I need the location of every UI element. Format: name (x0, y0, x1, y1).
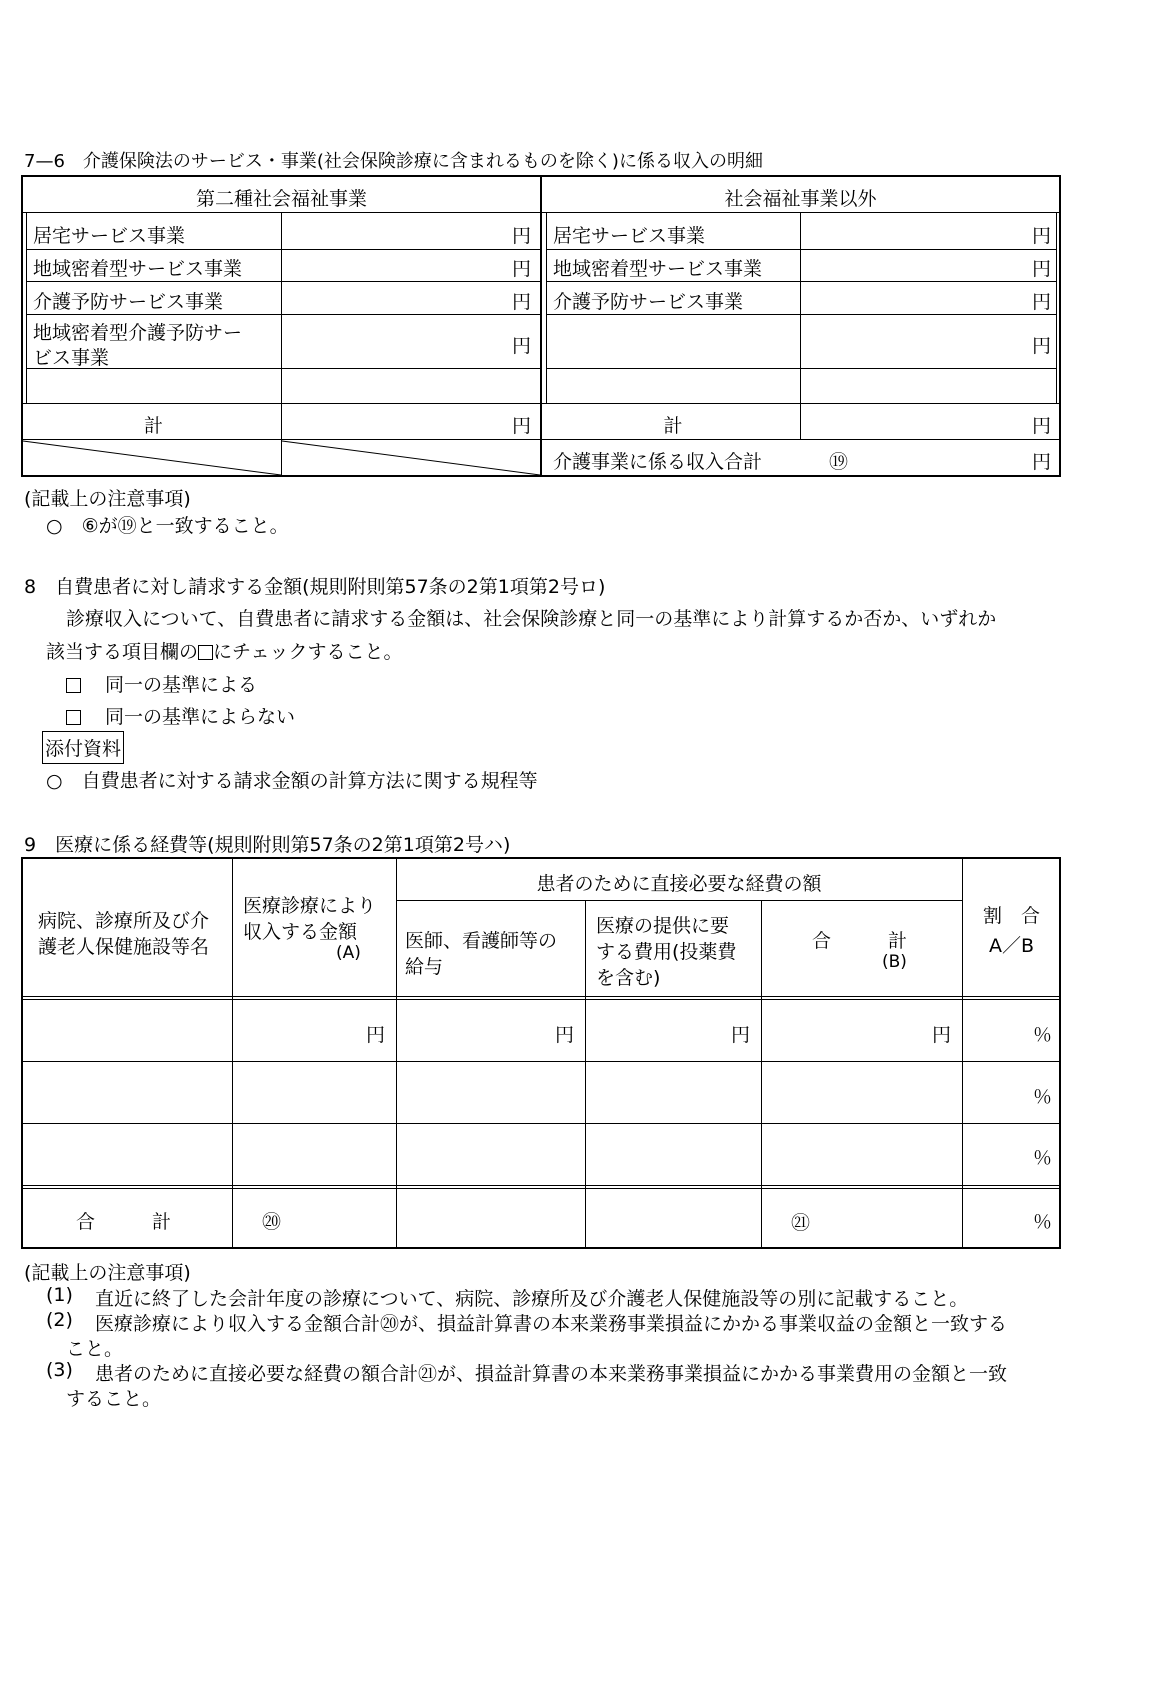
col-staff-salary: 医師、看護師等の (405, 930, 558, 952)
left-row-label: 地域密着型サービス事業 (33, 258, 243, 280)
note-2-cont: こと。 (66, 1338, 124, 1360)
yen-unit: 円 (1032, 291, 1052, 313)
note-3-cont: すること。 (66, 1388, 162, 1410)
right-row-label: 介護予防サービス事業 (553, 291, 744, 313)
yen-unit: 円 (512, 415, 532, 437)
right-row-label: 地域密着型サービス事業 (553, 258, 763, 280)
total-mark-b: ㉑ (791, 1212, 811, 1234)
section-8-title: 8 自費患者に対し請求する金額(規則附則第57条の2第1項第2号ロ) (24, 576, 606, 598)
notes-heading: (記載上の注意事項) (24, 488, 191, 510)
yen-unit: 円 (1032, 258, 1052, 280)
notes-heading: (記載上の注意事項) (24, 1262, 191, 1284)
total-mark-a: ⑳ (262, 1211, 282, 1233)
col-care-cost-2: する費用(投薬費 (596, 941, 737, 963)
percent-unit: ％ (1033, 1147, 1053, 1169)
col-staff-salary-2: 給与 (405, 956, 444, 978)
col-total-b: 合 計 (812, 930, 908, 952)
blank-diagonal-cells (21, 439, 541, 477)
right-row-label: 居宅サービス事業 (553, 225, 706, 247)
yen-unit: 円 (1032, 335, 1052, 357)
yen-unit: 円 (1032, 451, 1052, 473)
col-care-cost: 医療の提供に要 (596, 915, 730, 937)
left-header: 第二種社会福祉事業 (195, 188, 367, 210)
percent-unit: ％ (1033, 1086, 1053, 1108)
left-row-label: 居宅サービス事業 (33, 225, 186, 247)
option-different-standard[interactable]: 同一の基準によらない (66, 702, 295, 729)
section-8-paragraph-2: 該当する項目欄の にチェックすること。 (46, 641, 403, 663)
left-row-label: 地域密着型介護予防サー (33, 322, 243, 344)
col-facility-name: 病院、診療所及び介 (38, 910, 210, 932)
yen-unit: 円 (512, 335, 532, 357)
right-header: 社会福祉事業以外 (724, 188, 877, 210)
table-divider (540, 175, 542, 477)
note-1-number: (1) (46, 1284, 73, 1306)
percent-unit: ％ (1033, 1024, 1053, 1046)
note-2: 医療診療により収入する金額合計⑳が、損益計算書の本来業務事業損益にかかる事業収益の金額と一致する (95, 1313, 1008, 1335)
note-1: 直近に終了した会計年度の診療について、病院、診療所及び介護老人保健施設等の別に記載すること。 (95, 1288, 969, 1310)
col-total-b-2: (B) (882, 952, 907, 972)
yen-unit: 円 (1032, 225, 1052, 247)
left-row-label: 介護予防サービス事業 (33, 291, 224, 313)
note-item: ○ ⑥が⑲と一致すること。 (46, 515, 289, 537)
yen-unit: 円 (512, 258, 532, 280)
col-ratio-2: A／B (988, 935, 1035, 957)
checkbox-icon (198, 645, 213, 660)
col-facility-name-2: 護老人保健施設等名 (38, 936, 210, 958)
note-2-number: (2) (46, 1309, 73, 1331)
checkbox-different-standard[interactable] (66, 710, 81, 725)
left-row-label: ビス事業 (33, 347, 110, 369)
yen-unit: 円 (1032, 415, 1052, 437)
attachment-item: ○ 自費患者に対する請求金額の計算方法に関する規程等 (46, 770, 538, 792)
yen-unit: 円 (731, 1024, 751, 1046)
col-group-direct-expenses: 患者のために直接必要な経費の額 (536, 873, 822, 895)
total-row-label: 合 計 (76, 1211, 172, 1233)
yen-unit: 円 (555, 1024, 575, 1046)
note-3-number: (3) (46, 1359, 73, 1381)
section-8-paragraph: 診療収入について、自費患者に請求する金額は、社会保険診療と同一の基準により計算するか否か、いずれか (66, 608, 997, 630)
section-7-6-title: 7—6 介護保険法のサービス・事業(社会保険診療に含まれるものを除く)に係る収入の明細 (24, 151, 763, 172)
yen-unit: 円 (932, 1024, 952, 1046)
option-same-standard[interactable]: 同一の基準による (66, 670, 257, 697)
col-medical-income-2: 収入する金額 (243, 921, 358, 943)
percent-unit: ％ (1033, 1211, 1053, 1233)
checkbox-same-standard[interactable] (66, 678, 81, 693)
yen-unit: 円 (512, 225, 532, 247)
left-total-label: 計 (143, 415, 163, 437)
note-3: 患者のために直接必要な経費の額合計㉑が、損益計算書の本来業務事業損益にかかる事業費用の金額と一致 (95, 1363, 1008, 1385)
attachment-label: 添付資料 (42, 731, 124, 764)
right-total-label: 計 (663, 415, 683, 437)
grand-total-label: 介護事業に係る収入合計 (553, 451, 763, 473)
col-medical-income: 医療診療により (243, 895, 377, 917)
yen-unit: 円 (366, 1024, 386, 1046)
grand-total-mark: ⑲ (829, 451, 849, 473)
section-9-title: 9 医療に係る経費等(規則附則第57条の2第1項第2号ハ) (24, 834, 511, 856)
col-care-cost-3: を含む) (596, 967, 661, 989)
col-medical-income-3: (A) (336, 943, 361, 963)
yen-unit: 円 (512, 291, 532, 313)
col-ratio: 割 合 (982, 905, 1040, 927)
